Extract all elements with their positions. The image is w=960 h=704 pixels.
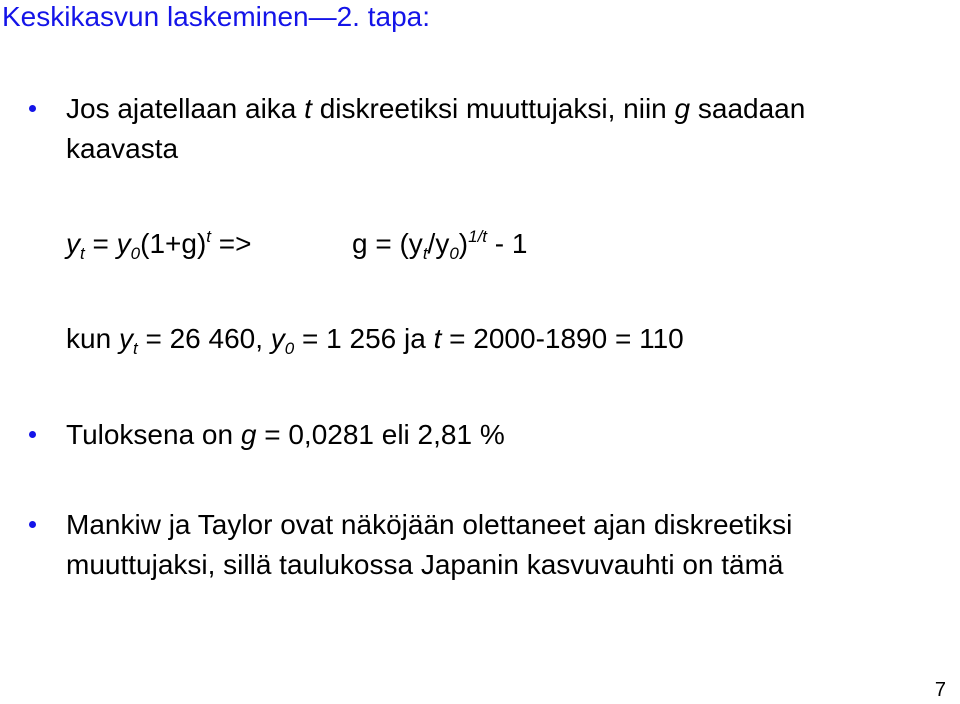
variable-t: t	[304, 93, 312, 124]
bullet-dot	[29, 105, 36, 112]
variable-g: g	[240, 419, 257, 450]
variable-g: g	[674, 93, 691, 124]
text: = 26 460,	[137, 323, 271, 354]
text: (1+g)	[140, 228, 207, 259]
text: = 0,0281 eli 2,81 %	[256, 419, 505, 450]
text: =>	[211, 228, 252, 259]
formula-g	[352, 226, 528, 262]
subscript-t: t	[132, 339, 138, 358]
bullet-dot	[29, 431, 36, 438]
formula-line	[66, 226, 252, 262]
text: - 1	[487, 228, 528, 259]
bullet-2	[66, 417, 505, 453]
bullet-3-line-1: Mankiw ja Taylor ovat näköjään olettaneet ajan diskreetiksi	[66, 509, 793, 540]
slide-title: Keskikasvun laskeminen—2. tapa:	[2, 1, 430, 32]
variable-y: y	[66, 228, 80, 259]
text: = 2000-1890 = 110	[441, 323, 684, 354]
variable-y: y	[118, 323, 133, 354]
variable-y: y	[116, 228, 131, 259]
text: =	[84, 228, 117, 259]
text: Tuloksena on	[66, 419, 241, 450]
text: Jos ajatellaan aika	[66, 93, 305, 124]
superscript-t: t	[206, 227, 212, 246]
bullet-dot	[29, 521, 36, 528]
kun-line	[66, 321, 684, 357]
exponent: 1/t	[468, 227, 488, 246]
subscript-0: 0	[130, 244, 141, 263]
text: = 1 256 ja	[294, 323, 434, 354]
page-number: 7	[934, 679, 946, 701]
subscript-t: t	[422, 244, 428, 263]
variable-t: t	[433, 323, 442, 354]
text: /y	[427, 228, 450, 259]
variable-y: y	[270, 323, 285, 354]
bullet-1-line-2: kaavasta	[66, 133, 179, 164]
bullet-3-line-2: muuttujaksi, sillä taulukossa Japanin kasvuvauhti on tämä	[66, 549, 784, 580]
text: diskreetiksi muuttujaksi, niin	[311, 93, 675, 124]
text: saadaan	[690, 93, 806, 124]
subscript-t: t	[80, 244, 85, 263]
text: kun	[66, 323, 119, 354]
text: g = (y	[352, 228, 423, 259]
subscript-0: 0	[284, 339, 295, 358]
bullet-1-line-1	[66, 91, 805, 127]
text: )	[458, 228, 469, 259]
subscript-0: 0	[449, 244, 459, 263]
